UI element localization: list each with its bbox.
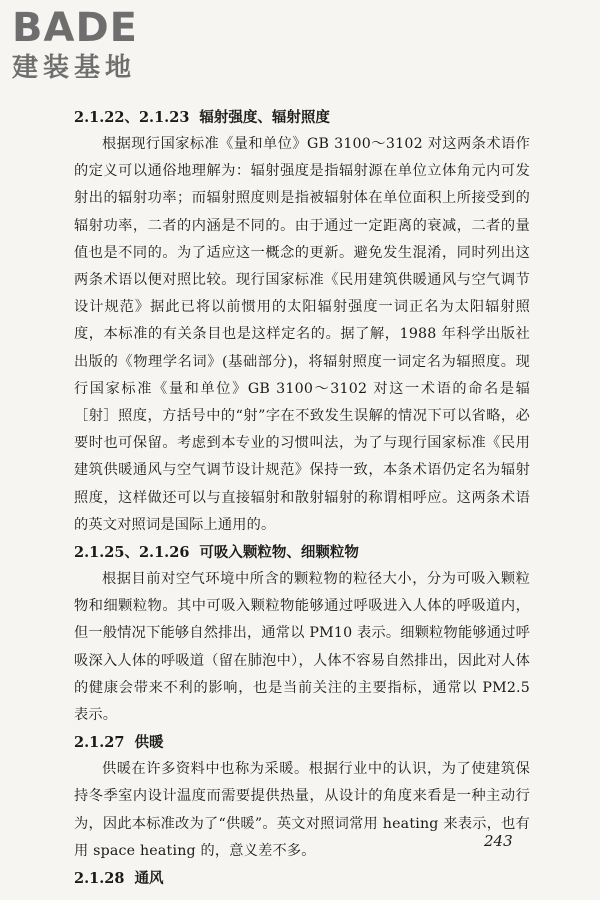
page-number: 243 bbox=[484, 832, 513, 850]
logo bbox=[12, 6, 182, 84]
section-number: 2.1.27 bbox=[74, 734, 125, 752]
logo-subtitle: 建装基地 bbox=[12, 53, 137, 83]
section-paragraph: 根据目前对空气环境中所含的颗粒物的粒径大小，分为可吸入颗粒物和细颗粒物。其中可吸入颗粒物能够通过呼吸进入人体的呼吸道内，但一般情况下能够自然排出，通常以 PM10 表示。细颗粒物能够通过呼吸深入人体的呼吸道（留在肺泡中），人体不容易自然排出，因此对人体的健康会带来不利的影响，也是当前关注的主要指标，通常以 PM2.5 表示。 bbox=[74, 571, 530, 724]
page-content bbox=[74, 104, 530, 892]
section-title: 可吸入颗粒物、细颗粒物 bbox=[199, 544, 359, 562]
logo-brand: BADE bbox=[12, 5, 138, 51]
section-heading bbox=[74, 539, 530, 566]
section-number: 2.1.22、2.1.23 bbox=[74, 109, 190, 126]
section-paragraph: 根据现行国家标准《量和单位》GB 3100～3102 对这两条术语作的定义可以通俗地理解为：辐射强度是指辐射源在单位立体角元内可发射出的辐射功率；而辐射照度则是指被辐射体在单位面积上所接受到的辐射功率，二者的内涵是不同的。由于通过一定距离的衰减，二者的量值也是不同的。为了适应这一概念的更新。避免发生混淆，同时列出这两条术语以便对照比较。现行国家标准《民用建筑供暖通风与空气调节设计规范》据此已将以前惯用的太阳辐射强度一词正名为太阳辐射照度，本标准的有关条目也是这样定名的。据了解，1988 年科学出版社出版的《物理学名词》(基础部分)，将辐射照度一词定名为辐照度。现行国家标准《量和单位》GB 3100～3102 对这一术语的命名是辐［射］照度，方括号中的“射”字在不致发生误解的情况下可以省略，必要时也可保留。考虑到本专业的习惯叫法，为了与现行国家标准《民用建筑供暖通风与空气调节设计规范》保持一致，本条术语仍定名为辐射照度，这样做还可以与直接辐射和散射辐射的称谓相呼应。这两条术语的英文对照词是国际上通用的。 bbox=[74, 136, 530, 533]
section-title: 通风 bbox=[134, 870, 164, 888]
section-title: 供暖 bbox=[134, 734, 164, 752]
section-paragraph: 供暖在许多资料中也称为采暖。根据行业中的认识，为了使建筑保持冬季室内设计温度而需要提供热量，从设计的角度来看是一种主动行为，因此本标准改为了“供暖”。英文对照词常用 heating 来表示，也有用 space heating 的，意义差不多。 bbox=[74, 761, 530, 859]
section-heading bbox=[74, 729, 530, 756]
section-heading bbox=[74, 104, 530, 131]
section-heading bbox=[74, 865, 530, 892]
section-title: 辐射强度、辐射照度 bbox=[199, 109, 330, 126]
section-number: 2.1.28 bbox=[74, 870, 125, 888]
section-number: 2.1.25、2.1.26 bbox=[74, 544, 190, 562]
